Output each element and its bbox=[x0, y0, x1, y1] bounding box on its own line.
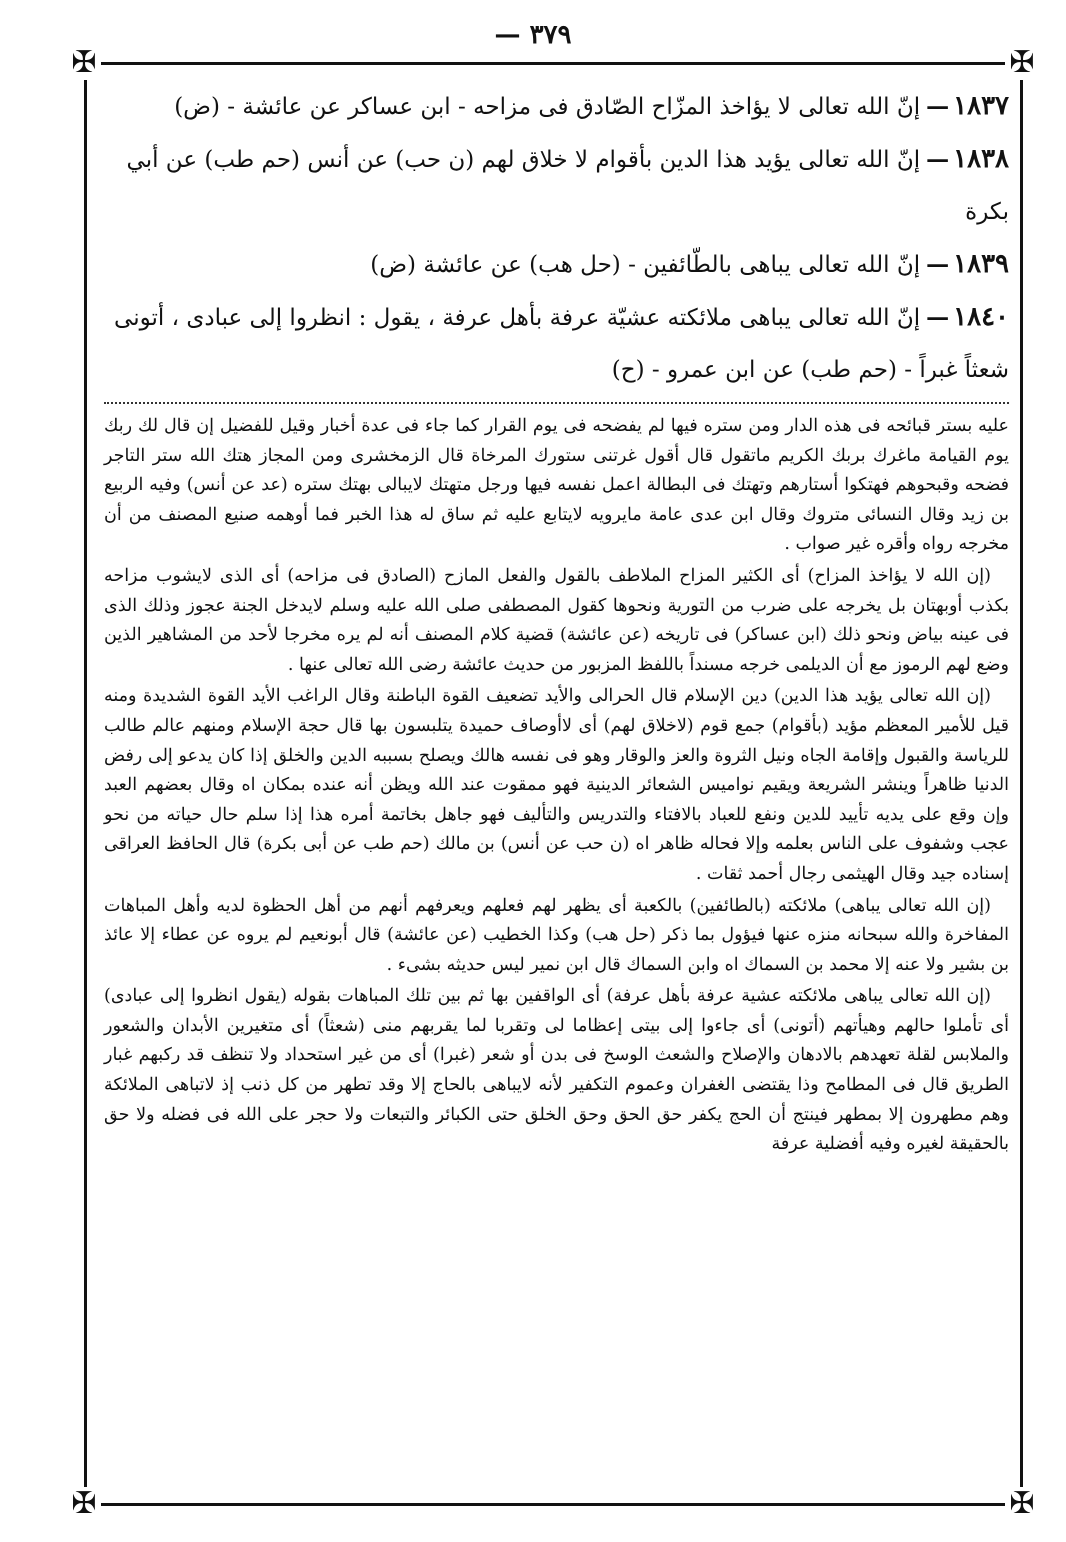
hadith-text: إنّ الله تعالى لا يؤاخذ المزّاح الصّادق فى مزاحه - ابن عساكر عن عائشة - (ض) bbox=[174, 94, 921, 120]
hadith-dash: — bbox=[926, 304, 950, 331]
hadith-number: ١٨٣٩ bbox=[953, 249, 1009, 279]
commentary-paragraph: (إن الله لا يؤاخذ المزاح) أى الكثير المزاح الملاطف بالقول والفعل المازح (الصادق فى مزاحه) أى الذى لايشوب مزاحه بكذب أوبهتان بل يخرجه على ضرب من التورية ونحوها كقول المصطفى صلى الله عليه وسلم لايدخل الجنة عجوز وذلك الذى فى عينه بياض ونحو ذلك (ابن عساكر) فى تاريخه (عن عائشة) قضية كلام المصنف أنه لم يره مخرجا لأحد من المشاهير الذين وضع لهم الرموز مع أن الديلمى خرجه مسنداً باللفظ المزبور من حديث عائشة رضى الله تعالى عنها . bbox=[104, 565, 1009, 675]
hadith-number: ١٨٣٨ bbox=[953, 144, 1009, 174]
page-number: — ٣٧٩ bbox=[494, 20, 572, 50]
cross-ornament-icon: ✠ bbox=[1005, 1487, 1039, 1521]
hadith-entry bbox=[104, 133, 1009, 238]
frame-right-border bbox=[1020, 62, 1023, 1503]
cross-ornament-icon: ✠ bbox=[67, 46, 101, 80]
page-content bbox=[104, 80, 1009, 1162]
hadith-entry bbox=[104, 291, 1009, 396]
hadith-entry bbox=[104, 80, 1009, 133]
commentary-paragraph: عليه بستر قبائحه فى هذه الدار ومن ستره فيها لم يفضحه فى يوم القرار كما جاء فى عدة أخبار وقيل للفضيل إن قال لك ربك يوم القيامة ماغرك بربك الكريم ماتقول قال أقول غرتنى ستورك المرخاة قال الزمخشرى ومن المجاز هتك الله ستر التاجر فضحه وقبحوهم فهتكوا أستارهم وتهتك فى البطالة اعمل نفسه فيها ورجل متهتك لايبالى بهتك ستره (عد عن أنس) وفيه الربيع بن زيد وقال النسائى متروك وقال ابن عدى عامة مايرويه لايتابع عليه ثم ساق له هذا الخبر فما أوهمه صنيع المصنف من أن مخرجه رواه وأقره غير صواب . bbox=[104, 416, 1009, 555]
commentary-paragraph: (إن الله تعالى يؤيد هذا الدين) دين الإسلام قال الحرالى والأيد تضعيف القوة الباطنة وقال الراغب الأيد القوة الشديدة ومنه قيل للأمير المعظم مؤيد (بأقوام) جمع قوم (لاخلاق لهم) أى لاأوصاف حميدة يتلبسون بها قال حجة الإسلام ومنهم عالم طالب للرياسة والقبول وإقامة الجاه ونيل الثروة والعز والوقار وهو فى نفسه هالك ويصلح بسببه الدين والخلق إذا كان يدعو إلى رفض الدنيا ظاهراً وينشر الشريعة ويقيم نواميس الشعائر الدينية فهو ممقوت عند الله ويظن أنه عنده بمكان اه وقال بعضهم العبد وإن وقع على يديه تأييد للدين ونفع للعباد بالافتاء والتدريس والتأليف فهو جاهل بخاتمة أمره هذا إذا سلم حال حياته من نحو عجب وشفوف على الناس بعلمه وإلا فحاله ظاهر اه (ن حب عن أنس) بن مالك (حم طب عن أبى بكرة) قال الحافظ العراقى إسناده جيد وقال الهيثمى رجال أحمد ثقات . bbox=[104, 686, 1009, 884]
hadith-text: إنّ الله تعالى يباهى بالطّائفين - (حل هب) عن عائشة (ض) bbox=[370, 252, 921, 278]
hadith-dash: — bbox=[926, 251, 950, 278]
dotted-separator bbox=[104, 402, 1009, 404]
hadith-number: ١٨٤٠ bbox=[953, 302, 1009, 332]
hadith-list bbox=[104, 80, 1009, 396]
commentary-paragraph: (إن الله تعالى يباهى ملائكته عشية عرفة بأهل عرفة) أى الواقفين بها ثم بين تلك المباهات بقوله (يقول انظروا إلى عبادى) أى تأملوا حالهم وهيأتهم (أتونى) أى جاءوا إلى بيتى إعظاما لى وتقربا لما يقربهم منى (شعثاً) أى متغيرين الأبدان والشعور والملابس لقلة تعهدهم بالادهان والإصلاح والشعث الوسخ فى بدن أو شعر (غبرا) أى من غير استحداد ولا تنظف قد ركبهم غبار الطريق قال فى المطامح وذا يقتضى الغفران وعموم التكفير لأنه لايباهى بالحاج إلا وقد تطهر من كل ذنب إذ لاتباهى الملائكة وهم مطهرون إلا بمطهر فينتج أن الحج يكفر حق الحق وحق الخلق حتى الكبائر والتبعات ولا حجر على الله فى فضله ولا حق بالحقيقة لغيره وفيه أفضلية عرفة bbox=[104, 986, 1009, 1155]
hadith-text: إنّ الله تعالى يباهى ملائكته عشيّة عرفة بأهل عرفة ، يقول : انظروا إلى عبادى ، أتونى شعثاً غبراً - (حم طب) عن ابن عمرو - (ح) bbox=[114, 305, 1009, 383]
hadith-number: ١٨٣٧ bbox=[953, 91, 1009, 121]
frame-bottom-border bbox=[84, 1503, 1018, 1506]
cross-ornament-icon: ✠ bbox=[67, 1487, 101, 1521]
frame-left-border bbox=[84, 62, 87, 1503]
hadith-dash: — bbox=[926, 146, 950, 173]
hadith-dash: — bbox=[926, 93, 950, 120]
hadith-entry bbox=[104, 238, 1009, 291]
cross-ornament-icon: ✠ bbox=[1005, 46, 1039, 80]
commentary-paragraph: (إن الله تعالى يباهى) ملائكته (بالطائفين) بالكعبة أى يظهر لهم فعلهم ويعرفهم أنهم من أهل الحظوة لديه وأهل المباهات المفاخرة والله سبحانه منزه عنها فيؤول بما ذكر (حل هب) وكذا الخطيب (عن عائشة) قال أبونعيم لم يروه عن عطاء إلا عائذ بن بشير ولا عنه إلا محمد بن السماك اه وابن السماك قال ابن نمير ليس حديثه بشىء . bbox=[104, 895, 1009, 975]
hadith-text: إنّ الله تعالى يؤيد هذا الدين بأقوام لا خلاق لهم (ن حب) عن أنس (حم طب) عن أبي بكرة bbox=[126, 147, 1009, 225]
frame-top-border bbox=[84, 62, 1018, 65]
